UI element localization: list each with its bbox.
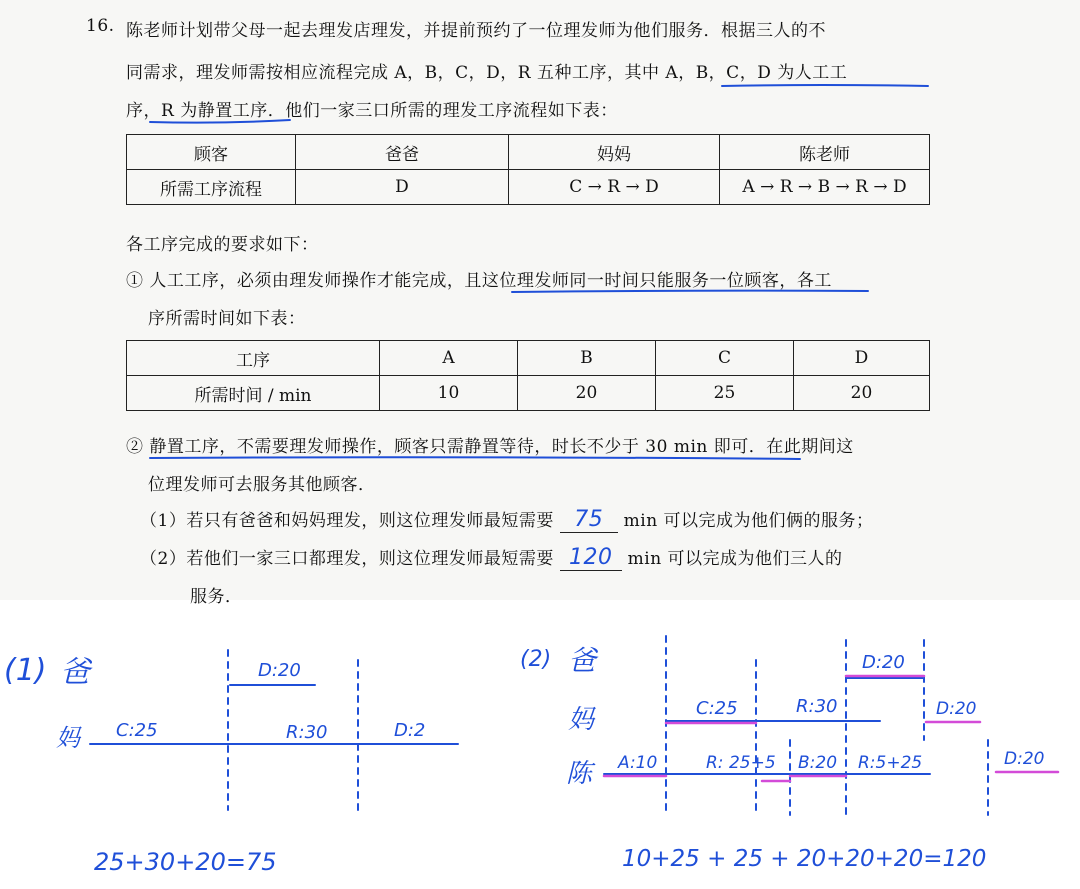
underline-annotation [150, 120, 290, 123]
question-2-end: 服务． [190, 587, 243, 607]
seg-label: D:20 [862, 652, 905, 673]
requirement-2-line-2: 位理发师可去服务其他顾客． [148, 475, 376, 495]
underline-annotation [722, 85, 928, 86]
seg-label: D:2 [394, 720, 426, 741]
question-1-answer: 75 [560, 507, 618, 533]
intro-line-2: 同需求，理发师需按相应流程完成 A，B，C，D，R 五种工序，其中 A，B，C，D 为人工工 [126, 63, 848, 83]
table-cell: C → R → D [509, 170, 720, 205]
seg-label: D:20 [258, 660, 301, 681]
notes-1-dad-label: 爸 [60, 655, 90, 690]
notes-2-dad-label: 爸 [568, 644, 597, 677]
seg-label: D:20 [936, 699, 977, 719]
question-2-prefix: （2）若他们一家三口都理发，则这位理发师最短需要 [140, 549, 554, 569]
intro-line-1: 陈老师计划带父母一起去理发店理发，并提前预约了一位理发师为他们服务．根据三人的不 [126, 21, 826, 41]
seg-label: R:30 [286, 722, 328, 743]
table-cell: D [296, 170, 509, 205]
table-cell: 20 [794, 376, 930, 411]
table-cell: C [656, 341, 794, 376]
table-cell: A → R → B → R → D [720, 170, 930, 205]
seg-label: R: 25+5 [706, 753, 776, 773]
table-cell: 25 [656, 376, 794, 411]
question-1-suffix: min 可以完成为他们俩的服务； [623, 511, 874, 531]
question-1-prefix: （1）若只有爸爸和妈妈理发，则这位理发师最短需要 [140, 511, 554, 531]
problem-number: 16. [86, 16, 115, 36]
notes-2-mom-label: 妈 [568, 705, 595, 735]
seg-label: C:25 [116, 720, 158, 741]
table-cell: 陈老师 [720, 135, 930, 170]
requirement-2-line-1: ② 静置工序，不需要理发师操作，顾客只需静置等待，时长不少于 30 min 即可．在此期间这 [126, 437, 854, 457]
handwritten-notes [0, 600, 1080, 889]
seg-label: A:10 [618, 753, 658, 773]
notes-1-label: (1) [4, 653, 47, 688]
table-cell: D [794, 341, 930, 376]
table-cell: B [518, 341, 656, 376]
question-2-answer: 120 [560, 545, 622, 571]
requirement-1-line-1: ① 人工工序，必须由理发师操作才能完成，且这位理发师同一时间只能服务一位顾客，各工 [126, 271, 832, 291]
underline-annotation [150, 457, 800, 459]
notes-2-sum: 10+25 + 25 + 20+20+20=120 [622, 846, 987, 872]
table-cell: 20 [518, 376, 656, 411]
table-cell: 工序 [127, 341, 380, 376]
table-cell: 妈妈 [509, 135, 720, 170]
notes-1-mom-label: 妈 [56, 724, 80, 752]
seg-label: R:30 [796, 696, 838, 717]
underline-annotation [512, 291, 868, 292]
requirements-title: 各工序完成的要求如下： [126, 235, 319, 255]
notes-2-chen-label: 陈 [566, 759, 593, 789]
requirement-1-line-2: 序所需时间如下表： [148, 309, 306, 329]
table-cell: A [380, 341, 518, 376]
question-2-suffix: min 可以完成为他们三人的 [627, 549, 843, 569]
notes-1-sum: 25+30+20=75 [94, 848, 277, 876]
seg-label: D:20 [1004, 749, 1045, 769]
seg-label: B:20 [798, 753, 838, 773]
notes-2-label: (2) [520, 647, 552, 672]
table-cell: 顾客 [127, 135, 296, 170]
table-cell: 爸爸 [296, 135, 509, 170]
intro-line-3: 序，R 为静置工序．他们一家三口所需的理发工序流程如下表： [126, 101, 618, 121]
seg-label: C:25 [696, 698, 738, 719]
table-cell: 所需时间 / min [127, 376, 380, 411]
table-cell: 所需工序流程 [127, 170, 296, 205]
notes-part-2 [520, 636, 1058, 872]
table-cell: 10 [380, 376, 518, 411]
notes-part-1 [4, 650, 458, 876]
seg-label: R:5+25 [858, 753, 923, 773]
